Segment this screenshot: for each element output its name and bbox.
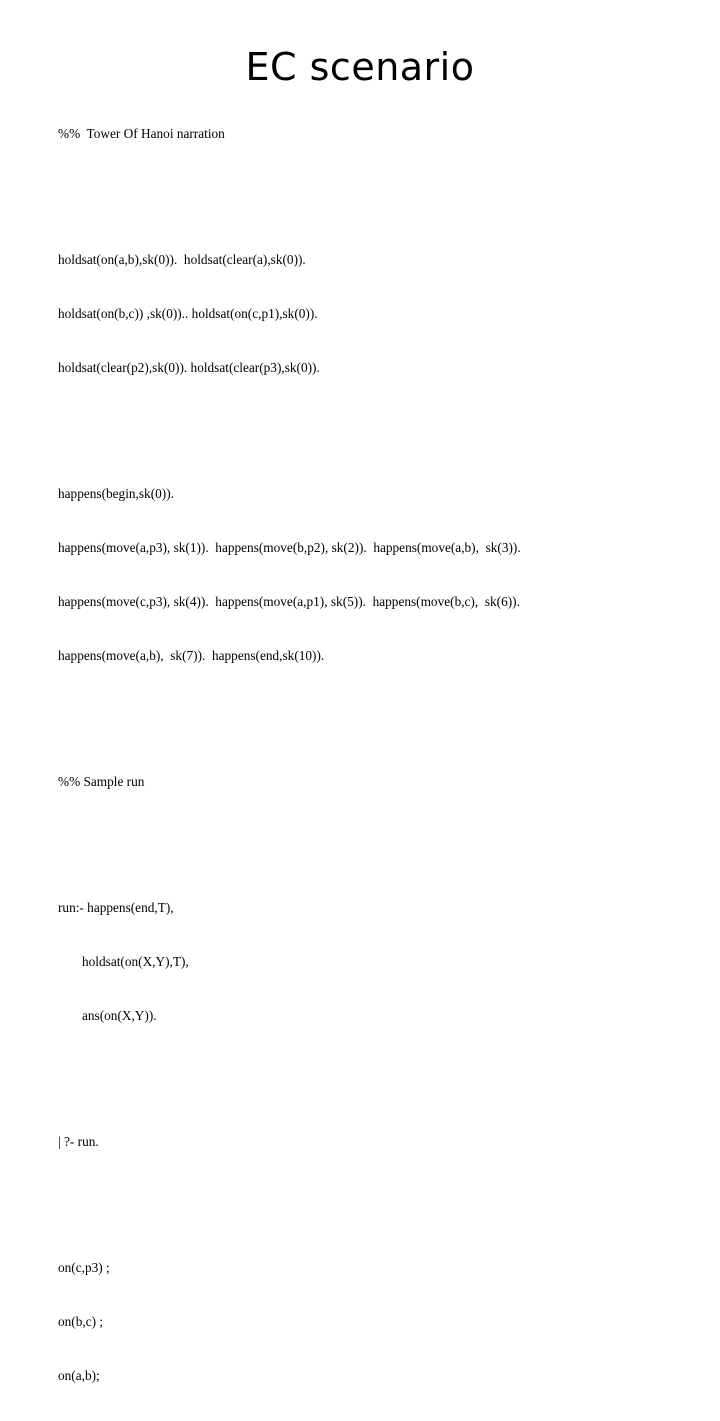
slide-body (58, 89, 708, 1421)
query-line: | ?- run. (58, 1134, 99, 1149)
spacer (58, 413, 708, 431)
spacer (58, 701, 708, 719)
spacer (58, 1061, 708, 1079)
happens-line-4: happens(move(a,b), sk(7)). happens(end,sk(10)). (58, 648, 325, 663)
spacer (58, 827, 708, 845)
holdsat-line-3: holdsat(clear(p2),sk(0)). holdsat(clear(p3),sk(0)). (58, 360, 320, 375)
result-line-2: on(b,c) ; (58, 1314, 104, 1329)
result-line-1: on(c,p3) ; (58, 1260, 110, 1275)
happens-line-1: happens(begin,sk(0)). (58, 486, 174, 501)
comment-sample-run: %% Sample run (58, 774, 145, 789)
happens-line-2: happens(move(a,p3), sk(1)). happens(move(b,p2), sk(2)). happens(move(a,b), sk(3)). (58, 540, 521, 555)
result-line-3: on(a,b); (58, 1368, 100, 1383)
slide-title: EC scenario (245, 45, 475, 89)
happens-line-3: happens(move(c,p3), sk(4)). happens(move(a,p1), sk(5)). happens(move(b,c), sk(6)). (58, 594, 520, 609)
comment-narration: %% Tower Of Hanoi narration (58, 126, 225, 141)
holdsat-line-2: holdsat(on(b,c)) ,sk(0)).. holdsat(on(c,p1),sk(0)). (58, 306, 318, 321)
spacer (58, 1187, 708, 1205)
run-line-3: ans(on(X,Y)). (82, 1008, 157, 1023)
run-line-2: holdsat(on(X,Y),T), (82, 954, 189, 969)
spacer (58, 179, 708, 197)
holdsat-line-1: holdsat(on(a,b),sk(0)). holdsat(clear(a),sk(0)). (58, 252, 306, 267)
run-line-1: run:- happens(end,T), (58, 900, 174, 915)
